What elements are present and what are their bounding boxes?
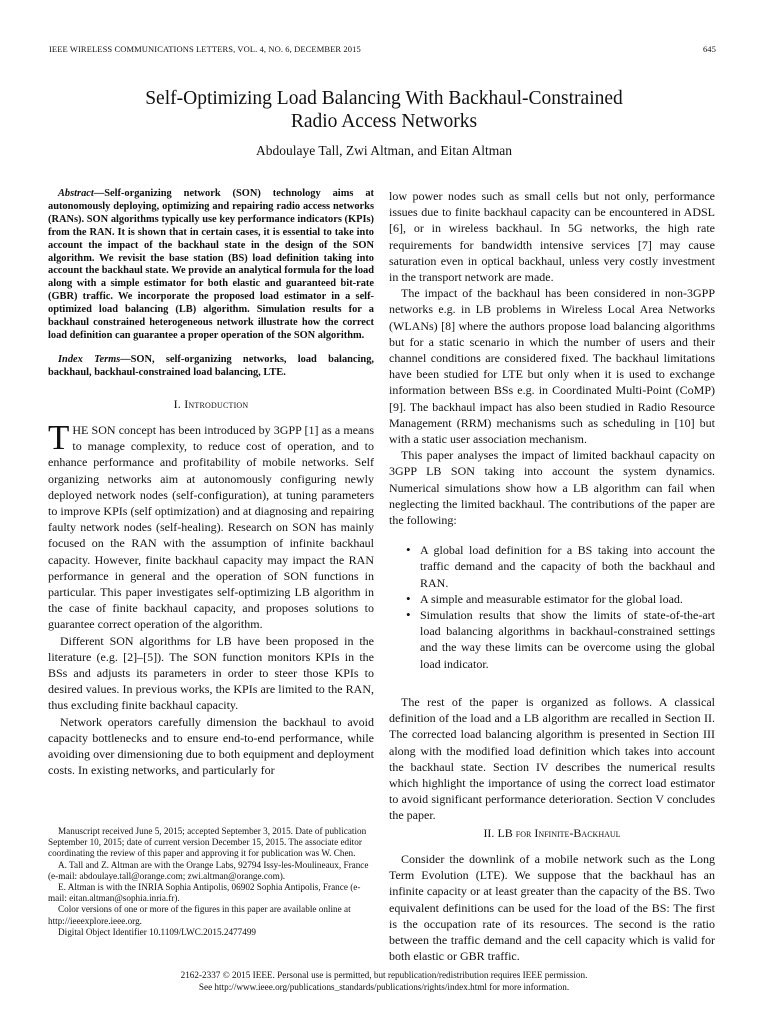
section-2-body: [389, 851, 715, 964]
abstract-label: Abstract: [58, 188, 94, 199]
paper-title: [100, 87, 668, 133]
right-paragraph-4: The rest of the paper is organized as follows. A classical definition of the load and a LB algorithm are recalled in Section II. The corrected load balancing algorithm is presented in Section III along with the modified load definition which takes into account the backhaul state. Section IV describes the numerical results which highlight the importance of using the correct load estimator to avoid significant performance deterioration. Section V concludes the paper.: [389, 694, 715, 823]
running-header: IEEE WIRELESS COMMUNICATIONS LETTERS, VOL. 4, NO. 6, DECEMBER 2015: [49, 44, 361, 54]
page-number: 645: [702, 44, 716, 54]
left-column: [48, 188, 374, 778]
intro-paragraph-2: Different SON algorithms for LB have been proposed in the literature (e.g. [2]–[5]). The SON function monitors KPIs in the BSs and adjusts its parameters in order to steer those KPIs to desired values. In previous works, the KPIs are limited to the RAN, thus excluding finite backhaul capacity.: [48, 633, 374, 713]
intro-paragraph-3: Network operators carefully dimension the backhaul to avoid capacity bottlenecks and to ensure end-to-end performance, while avoiding over dimensioning due to both equipment and deployment costs. In existing networks, and particularly for: [48, 714, 374, 778]
footnote: Manuscript received June 5, 2015; accepted September 3, 2015. Date of publication September 10, 2015; date of current version December 15, 2015. The associate editor coordinating the review of this paper and approving it for publication was W. Chen.: [48, 826, 367, 859]
abstract-text: —Self-organizing network (SON) technology aims at autonomously deploying, optimizing and repairing radio access networks (RANs). SON algorithms typically use key performance indicators (KPIs) from the RAN. It is shown that in certain cases, it is essential to take into account the impact of the backhaul state in the design of the SON algorithm. We revisit the base station (BS) load definition taking into account the backhaul state. We provide an analytical formula for the load along with a simple estimator for both elastic and guaranteed bit-rate (GBR) traffic. We incorporate the proposed load estimator in a self-optimized load balancing (LB) algorithm. Simulation results for a backhaul constrained heterogeneous network illustrate how the correct load definition can guarantee a proper operation of the SON algorithm.: [48, 188, 374, 341]
list-item: • A simple and measurable estimator for the global load.: [420, 591, 715, 607]
footnote: E. Altman is with the INRIA Sophia Antipolis, 06902 Sophia Antipolis, France (e-mail: eitan.altman@sophia.inria.fr).: [48, 882, 361, 904]
list-item: • Simulation results that show the limits of state-of-the-art load balancing algorithms in backhaul-constrained settings and the way these limits can be overcome using the global load indicator.: [420, 607, 715, 672]
title-line-1: Self-Optimizing Load Balancing With Backhaul-Constrained: [145, 88, 623, 109]
contributions-list: [389, 542, 715, 672]
intro-paragraph-1: [48, 417, 374, 633]
footnote: Color versions of one or more of the figures in this paper are available online at http://ieeexplore.ieee.org.: [48, 904, 351, 926]
section-number: II.: [483, 826, 495, 840]
section-number: I.: [173, 396, 182, 411]
author-list: Abdoulaye Tall, Zwi Altman, and Eitan Altman: [255, 143, 512, 158]
index-terms-text: —SON, self-organizing networks, load balancing, backhaul, backhaul-constrained load balancing, LTE.: [48, 353, 374, 378]
right-paragraph-2: The impact of the backhaul has been considered in non-3GPP networks e.g. in LB problems in Wireless Local Area Networks (WLANs) [8] where the authors propose load balancing algorithms but for a static scenario in which the number of users and their channel conditions are considered fixed. The backhaul limitations have been studied for LTE but only when it is used to exchange information between BSs e.g. in Coordinated Multi-Point (CoMP) [9]. The backhaul impact has also been studied in Radio Resource Management (RRM) mechanisms such as scheduling in [10] but with a static user association mechanism.: [389, 286, 715, 447]
section-title: LB for Infinite-Backhaul: [497, 826, 621, 840]
section-heading-introduction: [48, 396, 374, 412]
right-paragraph-1: low power nodes such as small cells but not only, performance issues due to finite backhaul capacity can be encountered in ADSL [6], or in wireless backhaul. In 5G networks, the high rate requirements for bandwidth intensive services [7] may cause saturation even in optical backhaul, unless very costly investment in the transport network are made.: [389, 189, 715, 285]
index-terms: [48, 354, 374, 380]
copyright-line-2: See http://www.ieee.org/publications_standards/publications/rights/index.html for more information.: [198, 982, 570, 993]
footnote: Digital Object Identifier 10.1109/LWC.2015.2477499: [58, 926, 257, 937]
intro-paragraph-1-text: HE SON concept has been introduced by 3GPP [1] as a means to manage complexity, to reduce cost of operation, and to enhance performance and profitability of mobile networks. Self organizing networks aim at autonomously configuring newly deployed network nodes (self-configuration), at tuning parameters to improve KPIs (self optimization) and at diagnosing and repairing faulty network nodes (self-healing). Research on SON has mainly focused on the RAN with the assumption of infinite backhaul capacity. However, finite backhaul capacity may impact the RAN performance in general and the operation of SON functions in particular. This paper investigates self-optimizing LB algorithm in the case of finite backhaul capacity, and proposes solutions to guarantee correct operation of the algorithm.: [48, 422, 374, 632]
section-heading-lb: [389, 826, 715, 841]
right-paragraph-3: This paper analyses the impact of limited backhaul capacity on 3GPP LB SON taking into account the system dynamics. Numerical simulations show how a LB algorithm can fail when neglecting the limited backhaul. The contributions of the paper are the following:: [389, 448, 715, 528]
section-2-paragraph-1: Consider the downlink of a mobile network such as the Long Term Evolution (LTE). We suppose that the backhaul has an infinite capacity or at least greater than the capacity of the BS. Two equivalent definitions can be used for the load of the BS: The first is the occupation rate of its resources. The second is the ratio between the traffic demand and the cell capacity which is valid for both elastic or GBR traffic.: [389, 852, 715, 964]
right-column: [389, 188, 715, 824]
footnotes: [48, 826, 374, 938]
list-item: • A global load definition for a BS taking into account the traffic demand and the capacity of both the backhaul and RAN.: [420, 542, 715, 591]
copyright-line-1: 2162-2337 © 2015 IEEE. Personal use is permitted, but republication/redistribution requires IEEE permission.: [180, 970, 588, 980]
copyright-notice: [48, 969, 720, 994]
drop-cap: T: [48, 417, 70, 457]
index-terms-label: Index Terms: [58, 353, 121, 365]
section-title: Introduction: [184, 396, 249, 411]
abstract: [48, 188, 374, 343]
footnote: A. Tall and Z. Altman are with the Orange Labs, 92794 Issy-les-Moulineaux, France (e-mail: abdoulaye.tall@orange.com; zwi.altman@orange.com).: [48, 859, 369, 881]
title-line-2: Radio Access Networks: [290, 111, 478, 132]
